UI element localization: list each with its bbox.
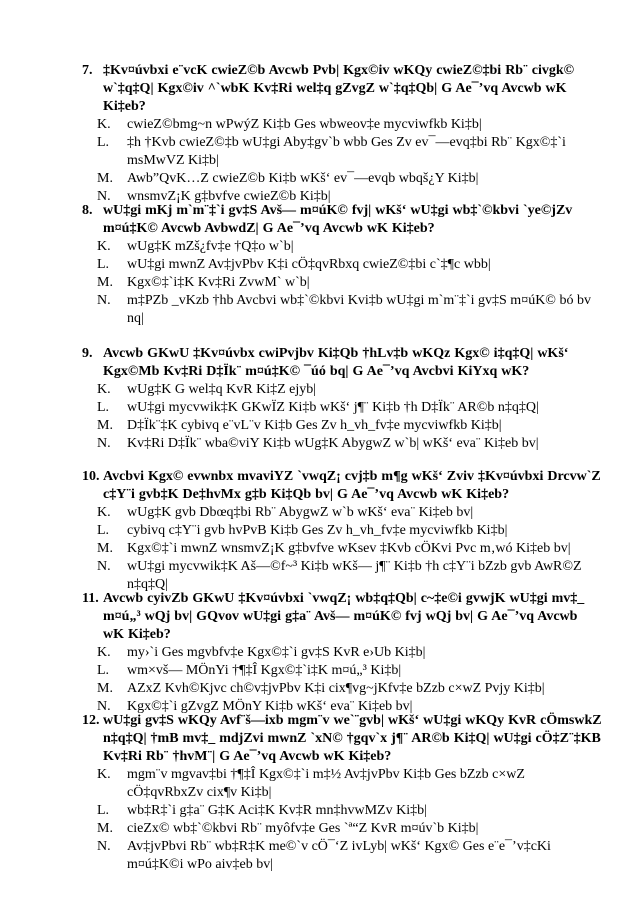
option-text: wU‡gi mycvwik‡K GKwÏZ Ki‡b wKš‘ j¶¨ Ki‡b †h D‡Ïk¨ AR©b n‡q‡Q|: [127, 400, 539, 415]
question-number: 7.: [82, 63, 93, 78]
option-letter: L.: [97, 257, 110, 272]
option-k: [82, 238, 602, 256]
option-text: wUg‡K mZš¿fv‡e †Q‡o w`b|: [127, 239, 294, 254]
option-letter: K.: [97, 382, 111, 397]
option-text: cybivq c‡Y¨i gvb hvPvB Ki‡b Ges Zv h_vh_fv‡e mycviwfkb Ki‡b|: [127, 523, 508, 538]
option-text: Kgx©‡`i mwnZ wnsmvZ¡K g‡bvfve wKsev ‡Kvb cÖKvi Pvc m‚wó Ki‡eb bv|: [127, 541, 571, 556]
option-letter: L.: [97, 135, 110, 150]
question-text: Avcwb GKwU ‡Kv¤úvbx cwiPvjbv Ki‡Qb †hLv‡b wKQz Kgx© i‡q‡Q| wKš‘ Kgx©Mb Kv‡Ri D‡Ïk¨ m¤ú‡K© ¯úó bq| G Ae¯’vq Avcbvi KiYxq wK?: [103, 346, 569, 379]
option-n: [82, 292, 602, 328]
option-m: [82, 417, 602, 435]
question-stem: [82, 590, 602, 644]
option-m: [82, 170, 602, 188]
question-text: wU‡gi gv‡S wKQy Avf¨š—ixb mgm¨v we`¨gvb| wKš‘ wU‡gi wKQy KvR cÖmswkZ n‡q‡Q| †mB mv‡_ mdjZvi mwnZ `xN© †gqv`x j¶¨ AR©b Ki‡Q| wU‡gi cÖ‡Z¨‡KB Kv‡Ri Rb¨ †hvM¨| G Ae¯’vq Avcwb wK Ki‡eb?: [103, 713, 602, 764]
option-letter: K.: [97, 239, 111, 254]
option-letter: M.: [97, 541, 113, 556]
option-letter: L.: [97, 400, 110, 415]
question-text: wU‡gi mKj m`m¨‡`i gv‡S Avš— m¤úK© fvj| wKš‘ wU‡gi wb‡`©kbvi `ye©jZv m¤ú‡K© Avcwb AvbwdZ| G Ae¯’vq Avcwb wK Ki‡eb?: [103, 203, 573, 236]
question-stem: [82, 712, 602, 766]
option-k: [82, 644, 602, 662]
question-stem: [82, 345, 602, 381]
question-stem: [82, 62, 602, 116]
option-n: [82, 435, 602, 453]
question-text: Avcbvi Kgx© evwnbx mvaviYZ `vwqZ¡ cvj‡b m¶g wKš‘ Zviv ‡Kv¤úvbxi Drcvw`Z c‡Y¨i gvb‡K De‡hvMx g‡b Ki‡Qb bv| G Ae¯’vq Avcwb wK Ki‡eb?: [103, 469, 601, 502]
option-letter: M.: [97, 275, 113, 290]
question-11: [82, 590, 602, 716]
option-text: Awb”QvK…Z cwieZ©b Ki‡b wKš‘ ev¯—evqb wbqš¿Y Ki‡b|: [127, 171, 479, 186]
option-letter: N.: [97, 189, 111, 204]
option-letter: M.: [97, 418, 113, 433]
question-text: ‡Kv¤úvbxi e¨vcK cwieZ©b Avcwb Pvb| Kgx©iv wKQy cwieZ©‡bi Rb¨ civgk© w`‡q‡Q| Kgx©iv ^`wbK Kv‡Ri wel‡q gZvgZ w`‡q‡Qb| G Ae¯’vq Avcwb wK Ki‡eb?: [103, 63, 575, 114]
option-l: [82, 399, 602, 417]
option-letter: M.: [97, 681, 113, 696]
option-letter: K.: [97, 505, 111, 520]
option-letter: K.: [97, 117, 111, 132]
question-number: 11.: [82, 591, 99, 606]
option-letter: N.: [97, 436, 111, 451]
question-stem: [82, 202, 602, 238]
option-l: [82, 134, 602, 170]
option-k: [82, 381, 602, 399]
option-letter: M.: [97, 171, 113, 186]
option-m: [82, 820, 602, 838]
question-8: [82, 202, 602, 328]
option-text: mgm¨v mgvav‡bi †¶‡Î Kgx©‡`i m‡½ Av‡jvPbv Ki‡b Ges bZzb c×wZ cÖ‡qvRbxZv cix¶v Ki‡b|: [127, 767, 525, 800]
question-number: 12.: [82, 713, 100, 728]
option-m: [82, 680, 602, 698]
question-number: 10.: [82, 469, 100, 484]
option-text: ‡h †Kvb cwieZ©‡b wU‡gi Aby‡gv`b wbb Ges Zv ev¯—evq‡bi Rb¨ Kgx©‡`i msMwVZ Ki‡b|: [127, 135, 566, 168]
option-text: Kgx©‡`i‡K Kv‡Ri ZvwM` w`b|: [127, 275, 310, 290]
option-n: [82, 838, 602, 874]
option-text: my›`i Ges mgvbfv‡e Kgx©‡`i gv‡S KvR e›Ub Ki‡b|: [127, 645, 426, 660]
option-letter: L.: [97, 523, 110, 538]
question-number: 8.: [82, 203, 93, 218]
option-text: wUg‡K gvb Dbœq‡bi Rb¨ AbygwZ w`b wKš‘ eva¨ Ki‡eb bv|: [127, 505, 474, 520]
option-l: [82, 802, 602, 820]
option-letter: N.: [97, 293, 111, 308]
option-text: wb‡R‡`i g‡a¨ G‡K Aci‡K Kv‡R mn‡hvwMZv Ki‡b|: [127, 803, 427, 818]
option-letter: L.: [97, 803, 110, 818]
option-text: Kv‡Ri D‡Ïk¨ wba©viY Ki‡b wUg‡K AbygwZ w`b| wKš‘ eva¨ Ki‡eb bv|: [127, 436, 539, 451]
option-text: wm×vš— MÖnYi †¶‡Î Kgx©‡`i‡K m¤ú„³ Ki‡b|: [127, 663, 402, 678]
option-text: wnsmvZ¡K g‡bvfve cwieZ©b Ki‡b|: [127, 189, 331, 204]
option-l: [82, 662, 602, 680]
option-text: wU‡gi mwnZ Av‡jvPbv K‡i cÖ‡qvRbxq cwieZ©‡bi c`‡¶c wbb|: [127, 257, 491, 272]
option-letter: N.: [97, 699, 111, 714]
option-k: [82, 504, 602, 522]
option-text: m‡PZb _vKzb †hb Avcbvi wb‡`©kbvi Kvi‡b wU‡gi m`m¨‡`i gv‡S m¤úK© bó bv nq|: [127, 293, 591, 326]
option-text: wU‡gi mycvwik‡K Aš—©f~³ Ki‡b wKš— j¶¨ Ki‡b †h c‡Y¨i bZzb gvb AwR©Z n‡q‡Q|: [127, 559, 582, 592]
option-text: cieZx© wb‡`©kbvi Rb¨ myôfv‡e Ges `ª“Z KvR m¤úv`b Ki‡b|: [127, 821, 479, 836]
option-letter: M.: [97, 821, 113, 836]
question-7: [82, 62, 602, 206]
question-10: [82, 468, 602, 594]
option-letter: N.: [97, 559, 111, 574]
option-letter: K.: [97, 767, 111, 782]
option-k: [82, 116, 602, 134]
option-letter: L.: [97, 663, 110, 678]
option-text: Av‡jvPbvi Rb¨ wb‡R‡K me©`v cÖ¯‘Z ivLyb| wKš‘ Kgx© Ges e¨e¯’v‡cKi m¤ú‡K©i wPo aiv‡eb bv|: [127, 839, 551, 872]
option-l: [82, 256, 602, 274]
question-stem: [82, 468, 602, 504]
option-letter: K.: [97, 645, 111, 660]
option-text: AZxZ Kvh©Kjvc ch©v‡jvPbv K‡i cix¶vg~jKfv‡e bZzb c×wZ Pvjy Ki‡b|: [127, 681, 545, 696]
option-letter: N.: [97, 839, 111, 854]
option-m: [82, 274, 602, 292]
option-text: wUg‡K G wel‡q KvR Ki‡Z ejyb|: [127, 382, 317, 397]
question-9: [82, 345, 602, 453]
option-text: cwieZ©bmg~n wPwýZ Ki‡b Ges wbweov‡e mycviwfkb Ki‡b|: [127, 117, 482, 132]
question-number: 9.: [82, 346, 93, 361]
option-m: [82, 540, 602, 558]
question-12: [82, 712, 602, 874]
option-n: [82, 558, 602, 594]
option-k: [82, 766, 602, 802]
option-l: [82, 522, 602, 540]
question-text: Avcwb cyivZb GKwU ‡Kv¤úvbxi `vwqZ¡ wb‡q‡Qb| c~‡e©i gvwjK wU‡gi mv‡_ m¤ú„³ wQj bv| GQvov wU‡gi g‡a¨ Avš— m¤úK© fvj wQj bv| G Ae¯’vq Avcwb wK Ki‡eb?: [103, 591, 585, 642]
option-text: D‡Ïk¨‡K cybivq e¨vL¨v Ki‡b Ges Zv h_vh_fv‡e mycviwfkb Ki‡b|: [127, 418, 502, 433]
option-text: Kgx©‡`i gZvgZ MÖnY Ki‡b wKš‘ eva¨ Ki‡eb bv|: [127, 699, 413, 714]
